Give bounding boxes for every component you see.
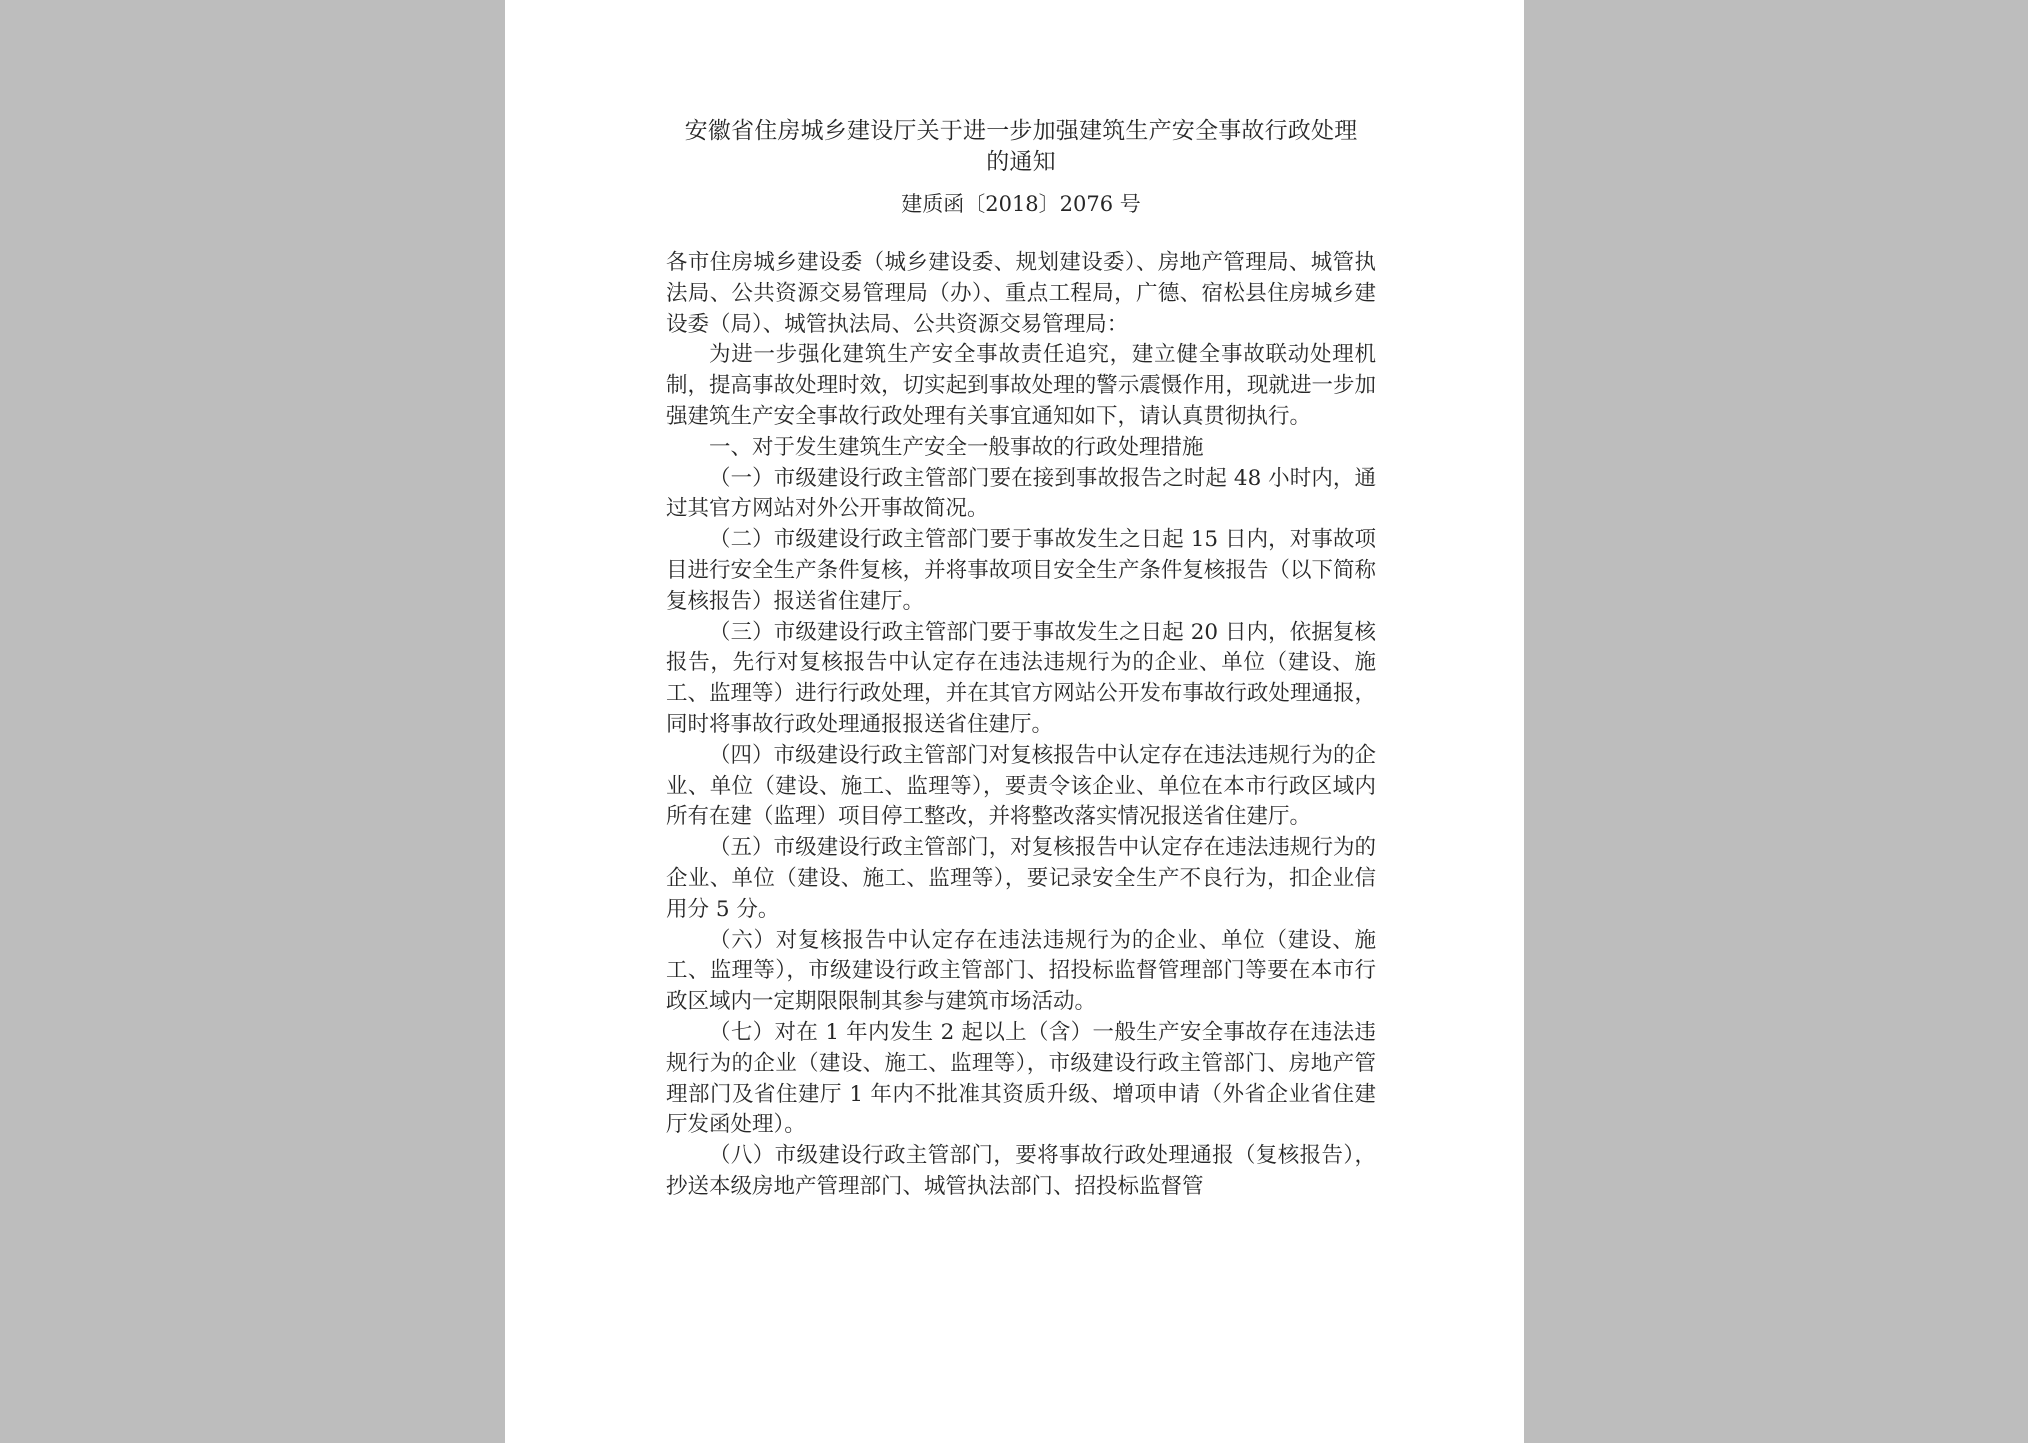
paragraph: （一）市级建设行政主管部门要在接到事故报告之时起 48 小时内，通过其官方网站对外公开事故简况。	[666, 465, 1376, 522]
title-line-1: 安徽省住房城乡建设厅关于进一步加强建筑生产安全事故行政处理	[684, 118, 1358, 144]
section-heading: 一、对于发生建筑生产安全一般事故的行政处理措施	[709, 434, 1204, 460]
paragraph: （四）市级建设行政主管部门对复核报告中认定存在违法违规行为的企业、单位（建设、施工、监理等），要责令该企业、单位在本市行政区域内所有在建（监理）项目停工整改，并将整改落实情况报送省住建厅。	[666, 742, 1376, 830]
paragraph: （七）对在 1 年内发生 2 起以上（含）一般生产安全事故存在违法违规行为的企业（建设、施工、监理等），市级建设行政主管部门、房地产管理部门及省住建厅 1 年内不批准其资质升级、增项申请（外省企业省住建厅发函处理）。	[666, 1019, 1376, 1138]
document-content	[666, 116, 1376, 1203]
addressee: 各市住房城乡建设委（城乡建设委、规划建设委）、房地产管理局、城管执法局、公共资源交易管理局（办）、重点工程局，广德、宿松县住房城乡建设委（局）、城管执法局、公共资源交易管理局：	[666, 250, 1376, 337]
paragraph: （五）市级建设行政主管部门，对复核报告中认定存在违法违规行为的企业、单位（建设、施工、监理等），要记录安全生产不良行为，扣企业信用分 5 分。	[666, 835, 1376, 922]
document-body	[666, 248, 1376, 1203]
document-page	[505, 0, 1524, 1443]
title-line-2: 的通知	[986, 149, 1056, 175]
paragraph: （三）市级建设行政主管部门要于事故发生之日起 20 日内，依据复核报告，先行对复核报告中认定存在违法违规行为的企业、单位（建设、施工、监理等）进行行政处理，并在其官方网站公开发布事故行政处理通报，同时将事故行政处理通报报送省住建厅。	[666, 619, 1376, 737]
paragraph: （八）市级建设行政主管部门，要将事故行政处理通报（复核报告），抄送本级房地产管理部门、城管执法部门、招投标监督管	[666, 1143, 1376, 1199]
paragraph: 为进一步强化建筑生产安全事故责任追究，建立健全事故联动处理机制，提高事故处理时效，切实起到事故处理的警示震慑作用，现就进一步加强建筑生产安全事故行政处理有关事宜通知如下，请认真贯彻执行。	[666, 342, 1376, 429]
paragraph: （六）对复核报告中认定存在违法违规行为的企业、单位（建设、施工、监理等），市级建设行政主管部门、招投标监督管理部门等要在本市行政区域内一定期限限制其参与建筑市场活动。	[666, 927, 1376, 1015]
paragraph: （二）市级建设行政主管部门要于事故发生之日起 15 日内，对事故项目进行安全生产条件复核，并将事故项目安全生产条件复核报告（以下简称复核报告）报送省住建厅。	[666, 527, 1376, 614]
document-number: 建质函〔2018〕2076 号	[901, 192, 1141, 216]
document-title	[666, 116, 1376, 178]
